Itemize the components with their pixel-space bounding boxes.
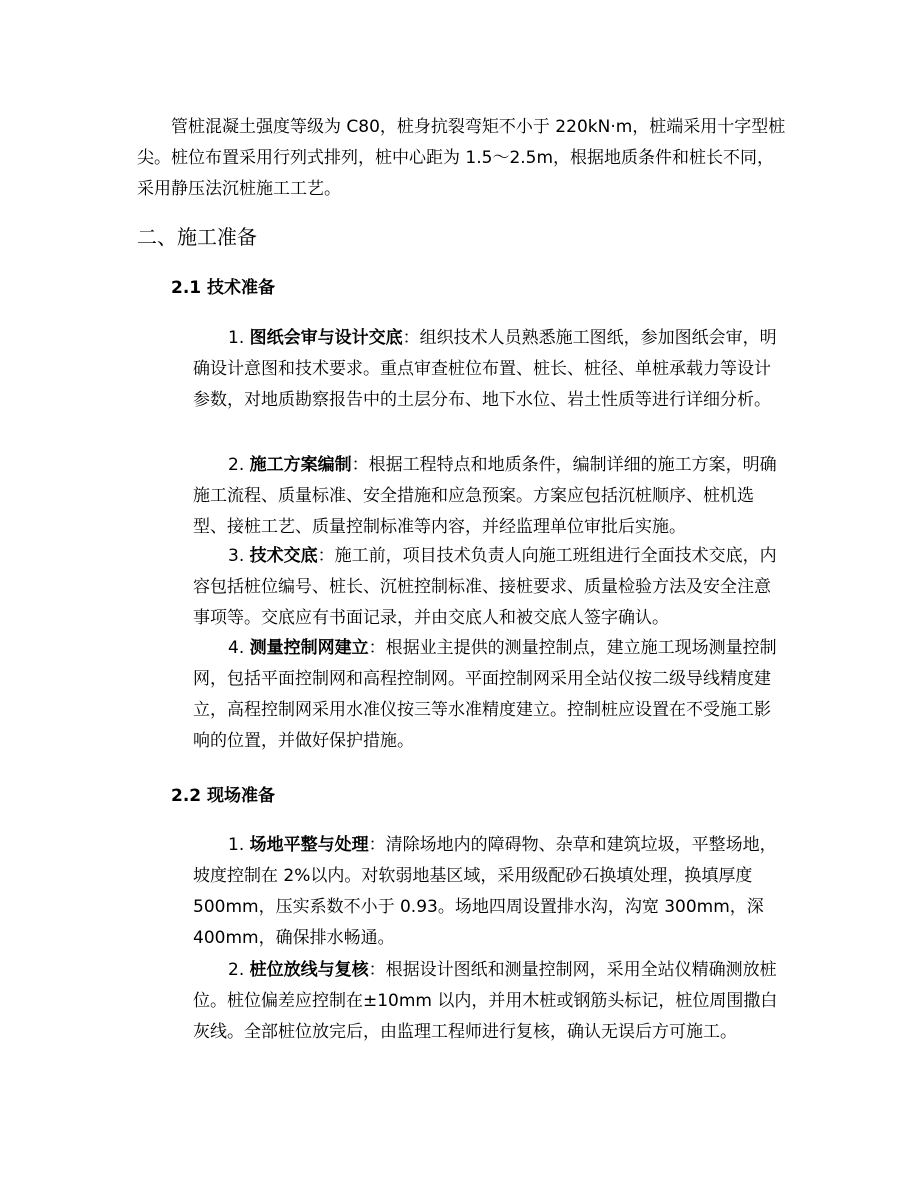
item-body: ：组织技术人员熟悉施工图纸，参加图纸会审，明确设计意图和技术要求。重点审查桩位布置、桩长、桩径、单桩承载力等设计参数，对地质勘察报告中的土层分布、地下水位、岩土性质等进行详细分析。 bbox=[193, 328, 777, 410]
list-item bbox=[193, 633, 787, 757]
item-number: 2. bbox=[228, 960, 250, 980]
list-item bbox=[193, 450, 787, 543]
item-heading: 场地平整与处理 bbox=[249, 835, 369, 855]
list-item bbox=[193, 955, 787, 1048]
item-body: ：施工前，项目技术负责人向施工班组进行全面技术交底，内容包括桩位编号、桩长、沉桩控制标准、接桩要求、质量检验方法及安全注意事项等。交底应有书面记录，并由交底人和被交底人签字确认。 bbox=[193, 546, 777, 628]
list-item bbox=[193, 830, 787, 954]
intro-paragraph: 管桩混凝土强度等级为 C80，桩身抗裂弯矩不小于 220kN·m，桩端采用十字型桩尖。桩位布置采用行列式排列，桩中心距为 1.5～2.5m，根据地质条件和桩长不同，采用静压法沉桩施工工艺。 bbox=[137, 117, 786, 199]
item-number: 4. bbox=[228, 638, 250, 658]
item-number: 1. bbox=[228, 835, 250, 855]
subsection-title-technical: 2.1 技术准备 bbox=[171, 278, 276, 298]
item-body: ：清除场地内的障碍物、杂草和建筑垃圾，平整场地，坡度控制在 2%以内。对软弱地基区域，采用级配砂石换填处理，换填厚度 500mm，压实系数不小于 0.93。场地四周设置排水沟，沟宽 300mm，深 400mm，确保排水畅通。 bbox=[193, 835, 777, 948]
item-heading: 测量控制网建立 bbox=[249, 638, 369, 658]
item-heading: 桩位放线与复核 bbox=[249, 960, 369, 980]
subsection-title-site: 2.2 现场准备 bbox=[171, 786, 276, 806]
item-body: ：根据工程特点和地质条件，编制详细的施工方案，明确施工流程、质量标准、安全措施和应急预案。方案应包括沉桩顺序、桩机选型、接桩工艺、质量控制标准等内容，并经监理单位审批后实施。 bbox=[193, 455, 777, 537]
item-number: 2. bbox=[228, 455, 250, 475]
section-title: 二、施工准备 bbox=[137, 225, 257, 249]
item-heading: 施工方案编制 bbox=[249, 455, 352, 475]
item-heading: 图纸会审与设计交底 bbox=[249, 328, 403, 348]
item-body: ：根据设计图纸和测量控制网，采用全站仪精确测放桩位。桩位偏差应控制在±10mm 以内，并用木桩或钢筋头标记，桩位周围撒白灰线。全部桩位放完后，由监理工程师进行复核，确认无误后方可施工。 bbox=[193, 960, 778, 1042]
item-body: ：根据业主提供的测量控制点，建立施工现场测量控制网，包括平面控制网和高程控制网。平面控制网采用全站仪按二级导线精度建立，高程控制网采用水准仪按三等水准精度建立。控制桩应设置在不受施工影响的位置，并做好保护措施。 bbox=[193, 638, 777, 751]
item-number: 1. bbox=[228, 328, 250, 348]
item-number: 3. bbox=[228, 546, 250, 566]
list-item bbox=[193, 323, 787, 416]
list-item bbox=[193, 541, 787, 634]
item-heading: 技术交底 bbox=[249, 546, 318, 566]
